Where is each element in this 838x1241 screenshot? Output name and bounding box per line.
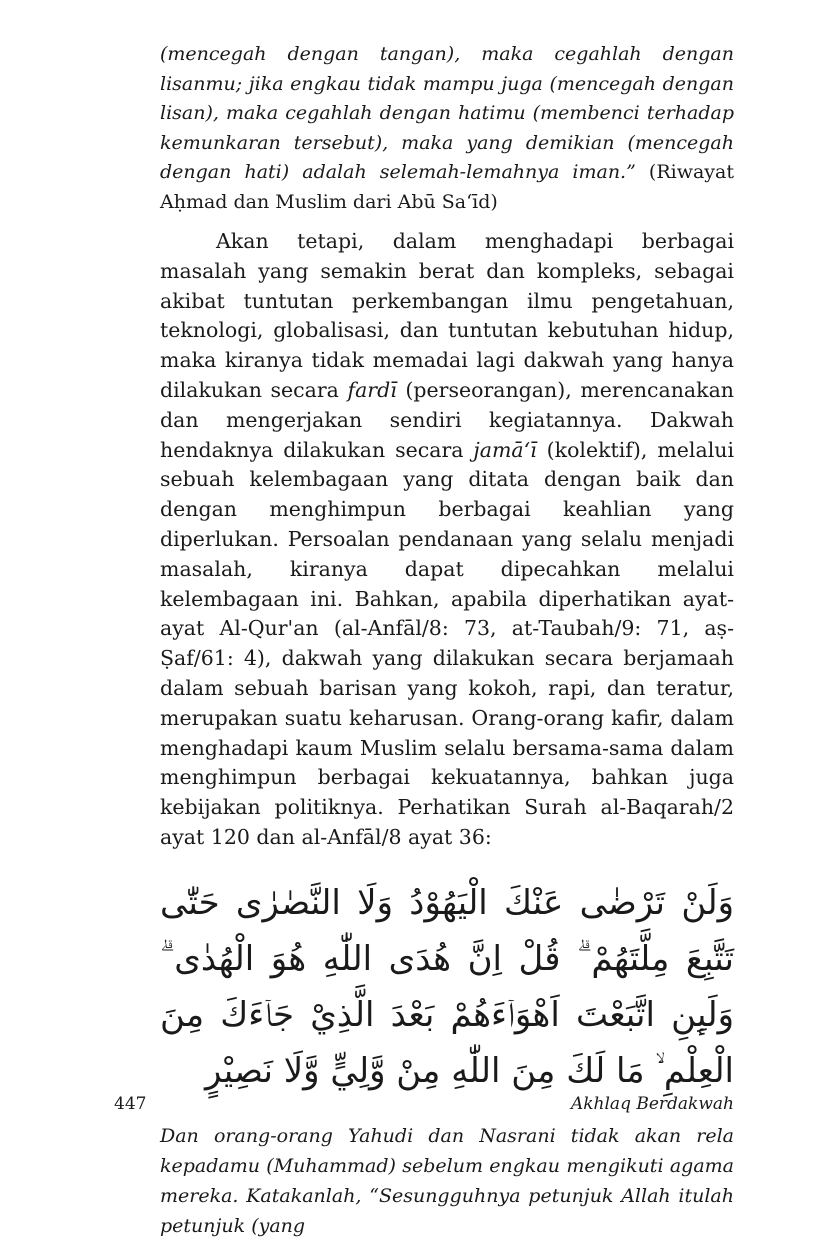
paragraph-part-3: (kolektif), melalui sebuah kelembagaan yang ditata dengan baik dan dengan menghimpun berbagai keahlian yang diperlukan. Persoalan pendanaan yang selalu menjadi masalah, kiranya dapat dipecahkan melalui kelembagaan ini. Bahkan, apabila diperhatikan ayat-ayat Al-Qur'an (al-Anfāl/8: 73, at-Taubah/9: 71, aṣ-Ṣaf/61: 4), dakwah yang dilakukan secara berjamaah dalam sebuah barisan yang kokoh, rapi, dan teratur, merupakan suatu keharusan. Orang-orang kafir, dalam menghadapi kaum Muslim selalu bersama-sama dalam menghimpun berbagai kekuatannya, bahkan juga kebijakan politiknya. Perhatikan Surah al-Baqarah/2 ayat 120 dan al-Anfāl/8 ayat 36:	[160, 437, 735, 849]
page-content	[160, 40, 734, 1241]
arabic-verse: وَلَنْ تَرْضٰى عَنْكَ الْيَهُوْدُ وَلَا النَّصٰرٰى حَتّٰى تَتَّبِعَ مِلَّتَهُمْ ۗ قُلْ اِنَّ هُدَى اللّٰهِ هُوَ الْهُدٰى ۗ وَلَىِٕنِ اتَّبَعْتَ اَهْوَاۤءَهُمْ بَعْدَ الَّذِيْ جَاۤءَكَ مِنَ الْعِلْمِ ۙ مَا لَكَ مِنَ اللّٰهِ مِنْ وَّلِيٍّ وَّلَا نَصِيْرٍ	[160, 882, 734, 1091]
hadith-source: (Riwayat Aḥmad dan Muslim dari Abū Sa‘īd)	[160, 161, 734, 213]
term-fardi: fardī	[347, 377, 397, 402]
page-number: 447	[114, 1094, 147, 1114]
hadith-quote-text: (mencegah dengan tangan), maka cegahlah dengan lisanmu; jika engkau tidak mampu juga (mencegah dengan lisan), maka cegahlah dengan hatimu (membenci terhadap kemunkaran tersebut), maka yang demikian (mencegah dengan hati) adalah selemah-lemahnya iman.”	[160, 43, 734, 183]
running-title: Akhlaq Berdakwah	[570, 1094, 734, 1114]
paragraph-part-1: Akan tetapi, dalam menghadapi berbagai masalah yang semakin berat dan kompleks, sebagai akibat tuntutan perkembangan ilmu pengetahuan, teknologi, globalisasi, dan tuntutan kebutuhan hidup, maka kiranya tidak memadai lagi dakwah yang hanya dilakukan secara	[160, 229, 734, 402]
hadith-quote	[160, 40, 734, 217]
term-jamai: jamā‘ī	[473, 437, 537, 462]
page-footer	[114, 1094, 734, 1120]
body-paragraph	[160, 227, 734, 853]
paragraph-part-2: (perseorangan), merencanakan dan mengerjakan sendiri kegiatannya. Dakwah hendaknya dilakukan secara	[160, 377, 734, 462]
verse-translation: Dan orang-orang Yahudi dan Nasrani tidak akan rela kepadamu (Muhammad) sebelum engkau mengikuti agama mereka. Katakanlah, “Sesungguhnya petunjuk Allah itulah petunjuk (yang	[160, 1124, 734, 1237]
